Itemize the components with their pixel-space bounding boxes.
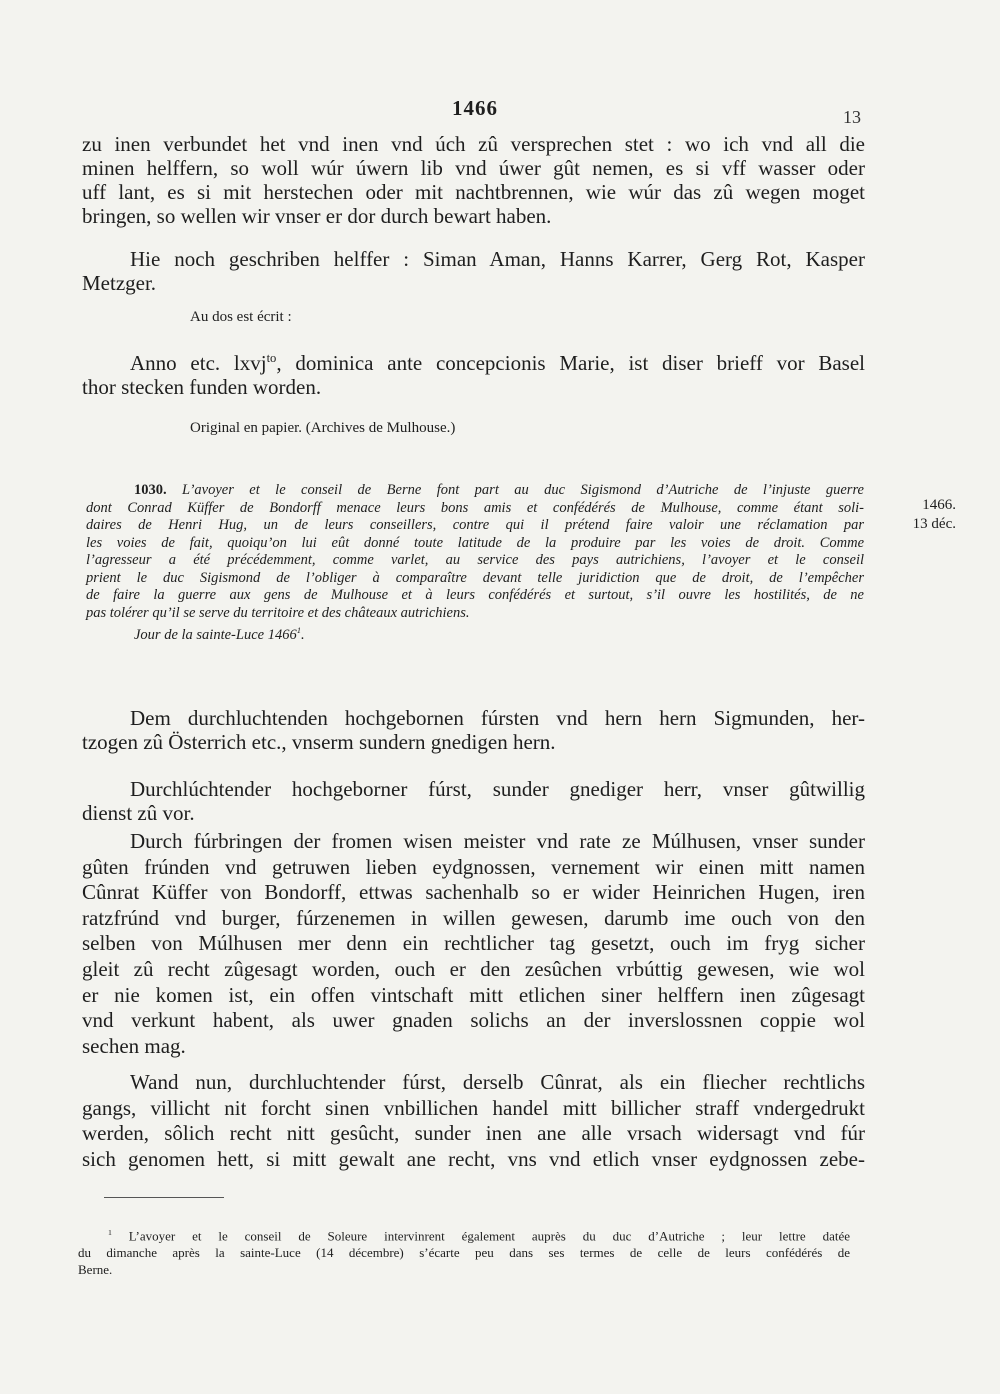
text-line: uff lant, es si mit herstechen oder mit nachtbrennen, wie wúr das zû wegen moget bbox=[82, 180, 865, 204]
margin-date bbox=[886, 496, 956, 534]
text-line: daires de Henri Hug, un de leurs conseillers, contre qui il prétend faire valoir une réclamation par bbox=[86, 517, 864, 533]
text-line: dont Conrad Küffer de Bondorff menace leurs bons amis et confédérés de Mulhouse, comme étant soli- bbox=[86, 499, 864, 516]
regest-first-line: 1030. L’avoyer et le conseil de Berne font part au duc Sigismond d’Autriche de l’injuste guerre bbox=[134, 482, 864, 498]
document-regest bbox=[86, 482, 864, 644]
footnote-separator bbox=[104, 1197, 224, 1198]
text-line: selben von Múlhusen mer denn ein rechtlicher tag gesetzt, ouch im fryg sicher bbox=[82, 931, 865, 956]
letter-paragraph-2 bbox=[82, 1070, 865, 1172]
text-line: Wand nun, durchluchtender fúrst, derselb Cûnrat, als ein fliecher rechtlichs bbox=[130, 1070, 865, 1094]
text-line: Anno etc. lxvj$^{to}$, dominica ante concepcionis Marie, ist diser brieff vor Basel bbox=[130, 351, 866, 375]
text-line: sechen mag. bbox=[82, 1033, 186, 1058]
document-number: 1030. bbox=[134, 482, 167, 498]
footnote-ref: 1 bbox=[296, 625, 302, 635]
text-line: Dem durchluchtenden hochgebornen fúrsten vnd hern hern Sigmunden, her- bbox=[130, 706, 865, 730]
text-line: tzogen zû Österrich etc., vnserm sundern gnedigen hern. bbox=[82, 730, 556, 754]
text-line: pas tolérer qu’il se serve du territoire et des châteaux autrichiens. bbox=[86, 604, 470, 621]
text-line: gûten frúnden vnd getruwen lieben eydgnossen, vernement wir einen mitt namen bbox=[82, 854, 865, 879]
footnote bbox=[78, 1224, 850, 1278]
text-line: zu inen verbundet het vnd inen vnd úch zû versprechen stet : wo ich vnd all die bbox=[82, 132, 865, 156]
text-line: gleit zû recht zûgesagt worden, ouch er den zesûchen vrbúttig gewesen, wie wol bbox=[82, 956, 865, 981]
text-line: Durch fúrbringen der fromen wisen meister vnd rate ze Múlhusen, vnser sunder bbox=[130, 829, 865, 853]
text-line: vnd verkunt habent, als uwer gnaden solichs an der inverslossnen coppie wol bbox=[82, 1008, 865, 1033]
running-head-year: 1466 bbox=[452, 96, 498, 120]
helpers-list bbox=[82, 247, 865, 295]
text-line: minen helffern, so woll wúr úwern lib vnd úwer gût nemen, es si vff wasser oder bbox=[82, 156, 865, 180]
footnote-mark: 1 bbox=[108, 1228, 112, 1237]
letter-ending bbox=[82, 132, 865, 228]
text-line: $^1$ L’avoyer et le conseil de Soleure intervinrent également auprès du duc d’Autriche ; leur lettre datée bbox=[108, 1228, 850, 1244]
text-line: l’agresseur a été précédemment, comme varlet, au service des pays autrichiens, l’avoyer et le conseil bbox=[86, 552, 864, 568]
dorsal-heading: Au dos est écrit : bbox=[190, 309, 292, 325]
text-line: les voies de fait, quoiqu’on lui eût donné toute latitude de la produire par les voies de droit. Comme bbox=[86, 534, 864, 551]
text-line: gangs, villicht nit forcht sinen vnbillichen handel mitt billicher straff vndergedrukt bbox=[82, 1095, 865, 1120]
text-line: dienst zû vor. bbox=[82, 801, 195, 825]
letter-address bbox=[82, 706, 865, 754]
text-line: Cûnrat Küffer von Bondorff, ettwas sachenhalb so er wider Heinrichen Hugen, iren bbox=[82, 880, 865, 905]
text-line: Hie noch geschriben helffer : Siman Aman, Hanns Karrer, Gerg Rot, Kasper bbox=[130, 247, 865, 271]
text-line: sich genomen hett, si mitt gewalt ane recht, vns vnd etlich vnser eydgnossen zebe- bbox=[82, 1146, 865, 1171]
margin-day: 13 déc. bbox=[912, 516, 956, 532]
text-line: Berne. bbox=[78, 1262, 113, 1278]
text-line: de faire la guerre aux gens de Mulhouse et à leurs confédérés et surtout, s’il ouvre les hostilités, de ne bbox=[86, 587, 864, 603]
page-number: 13 bbox=[843, 107, 861, 127]
text-line: Durchlúchtender hochgeborner fúrst, sunder gnediger herr, vnser gûtwillig bbox=[130, 777, 865, 801]
text-line: bringen, so wellen wir vnser er dor durch bewart haben. bbox=[82, 204, 552, 228]
text-line: ratzfrúnd vnd burger, fúrzenemen in willen gewesen, darumb ime ouch von den bbox=[82, 905, 865, 930]
text-line: Metzger. bbox=[82, 271, 157, 295]
source-note: Original en papier. (Archives de Mulhouse.) bbox=[190, 420, 456, 436]
text-line: er nie komen ist, ein offen vintschaft mitt etlichen siner helffern inen zûgesagt bbox=[82, 982, 865, 1007]
text-line: du dimanche après la sainte-Luce (14 décembre) s’écarte peu dans ses termes de celle de leurs confédérés de bbox=[78, 1245, 850, 1261]
date-line: Jour de la sainte-Luce 1466$^1$. bbox=[134, 625, 305, 643]
text-line: thor stecken funden worden. bbox=[82, 375, 322, 399]
letter-salutation bbox=[82, 777, 865, 825]
margin-year: 1466. bbox=[922, 497, 956, 513]
text-line: prient le duc Sigismond de l’obliger à comparaître devant telle juridiction que de droit, de l’empêcher bbox=[86, 569, 864, 586]
dorsal-note bbox=[82, 346, 865, 399]
text-line: werden, sôlich recht nitt gesûcht, sunder inen ane alle vrsach widersagt vnd fúr bbox=[82, 1121, 865, 1145]
letter-paragraph-1 bbox=[82, 829, 865, 1059]
